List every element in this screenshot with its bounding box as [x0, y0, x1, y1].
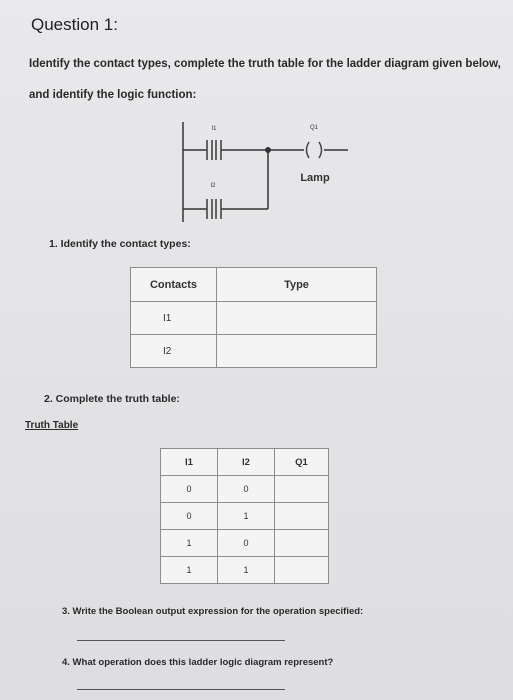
question-intro-line-2: and identify the logic function:: [29, 89, 197, 101]
i1-cell: 0: [161, 476, 218, 503]
header-q1: Q1: [275, 449, 329, 476]
lamp-label: Lamp: [300, 172, 330, 184]
header-i1: I1: [161, 449, 218, 476]
question-title: Question 1:: [31, 15, 118, 34]
truth-table-label: Truth Table: [25, 420, 79, 431]
truth-table: [160, 448, 329, 584]
q1-cell[interactable]: [275, 476, 329, 503]
i2-cell: 0: [218, 530, 275, 557]
header-i2: I2: [218, 449, 275, 476]
table-row: [161, 503, 329, 530]
header-contacts: Contacts: [131, 268, 217, 302]
i1-cell: 0: [161, 503, 218, 530]
part4-answer-line[interactable]: [77, 689, 285, 690]
part4-prompt: 4. What operation does this ladder logic diagram represent?: [62, 657, 334, 668]
type-cell[interactable]: [217, 335, 377, 368]
table-row: [131, 335, 377, 368]
table-row: [161, 476, 329, 503]
table-header-row: [131, 268, 377, 302]
table-header-row: [161, 449, 329, 476]
coil-q1-label: Q1: [309, 125, 319, 131]
question-intro-line-1: Identify the contact types, complete the truth table for the ladder diagram given below,: [29, 58, 501, 70]
i2-cell: 1: [218, 557, 275, 584]
q1-cell[interactable]: [275, 557, 329, 584]
i2-cell: 0: [218, 476, 275, 503]
q1-cell[interactable]: [275, 530, 329, 557]
contact-types-table: [130, 267, 377, 368]
part1-prompt: 1. Identify the contact types:: [49, 238, 191, 250]
table-row: [161, 557, 329, 584]
contact-i1-label: I1: [211, 126, 217, 132]
header-type: Type: [217, 268, 377, 302]
coil-q1: [307, 142, 322, 158]
part3-answer-line[interactable]: [77, 640, 285, 641]
contact-cell: I1: [131, 302, 217, 335]
contact-i1: [207, 140, 221, 160]
type-cell[interactable]: [217, 302, 377, 335]
i2-cell: 1: [218, 503, 275, 530]
part2-prompt: 2. Complete the truth table:: [44, 393, 180, 405]
i1-cell: 1: [161, 557, 218, 584]
table-row: [131, 302, 377, 335]
part3-prompt: 3. Write the Boolean output expression for the operation specified:: [62, 606, 364, 617]
i1-cell: 1: [161, 530, 218, 557]
q1-cell[interactable]: [275, 503, 329, 530]
table-row: [161, 530, 329, 557]
contact-i2-label: I2: [210, 183, 216, 189]
contact-cell: I2: [131, 335, 217, 368]
contact-i2: [207, 199, 221, 219]
